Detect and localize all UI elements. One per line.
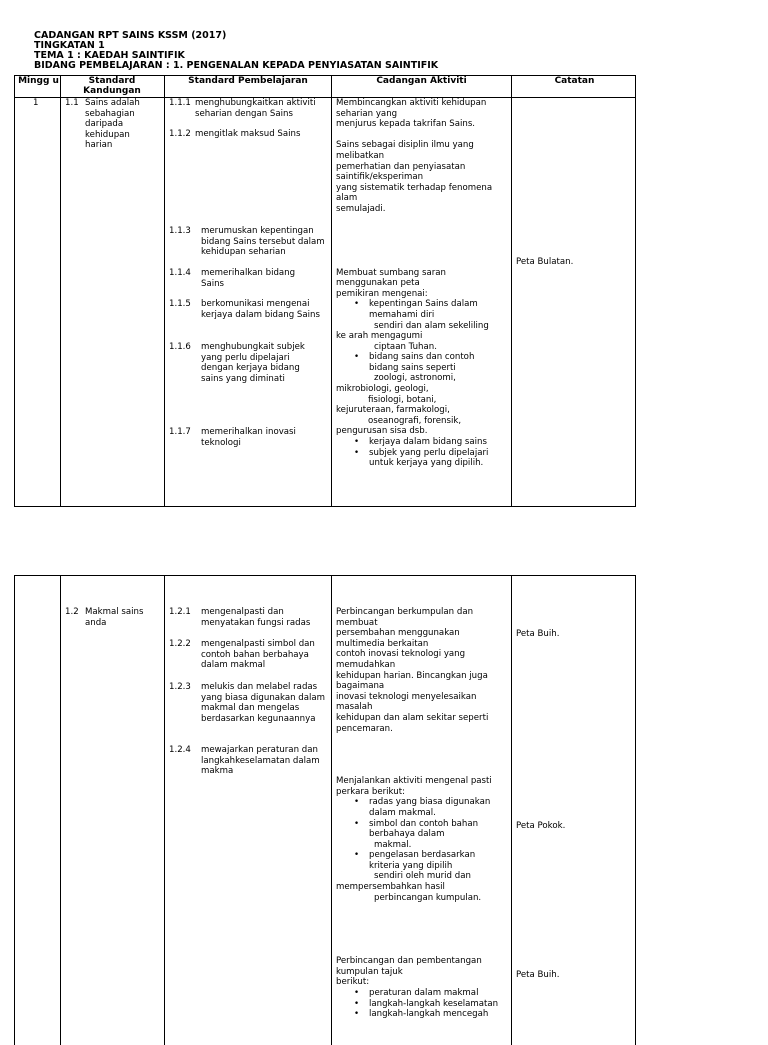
bullet-item: • langkah-langkah keselamatan: [336, 999, 511, 1010]
column-header-catatan: Catatan: [554, 76, 595, 86]
column-header-cadangan-aktiviti: Cadangan Aktiviti: [376, 76, 467, 86]
sk-text: Makmal sains anda: [85, 607, 144, 628]
column-header-minggu: Mingg u: [18, 76, 59, 86]
column-header-standard-pembelajaran: Standard Pembelajaran: [188, 76, 308, 86]
column-header-standard-kandungan: Standard Kandungan: [83, 76, 141, 96]
catatan-peta-buih-2: Peta Buih.: [516, 970, 560, 980]
bullet-item: • bidang sains dan contoh bidang sains seperti: [336, 352, 511, 373]
catatan-peta-bulatan: Peta Bulatan.: [516, 257, 574, 267]
sk-number: 1.1: [65, 98, 79, 108]
bullet-item: • pengelasan berdasarkan kriteria yang dipilih: [336, 850, 511, 871]
aktiviti-section-1-2: Perbincangan berkumpulan dan membuat persembahan menggunakan multimedia berkaitan contoh inovasi teknologi yang memudahkan kehidupan harian. Bincangkan juga bagaimana inovasi teknologi menyelesaikan masalah kehidupan dan alam sekitar seperti pencemaran. Menjalankan aktiviti mengenal pasti perkara berikut: • radas yang biasa digunakan dalam makmal. • simbol dan contoh bahan berbahaya dalam makmal. • pengelasan berdasarkan kriteria yang dipilih sendiri oleh murid dan mempersembahkan hasil perbincangan kumpulan. Perbincangan dan pembentangan kumpulan tajuk berikut: • peraturan dalam makmal • langkah-langkah keselamatan • langkah-langkah mencegah: [336, 607, 511, 1020]
sk-number: 1.2: [65, 607, 79, 617]
rpt-table-week-1: Mingg u Standard Kandungan Standard Pembelajaran Cadangan Aktiviti Catatan 1 1.1 Sains adalah sebahagian daripada kehidupan harian 1.1.1 menghubungkaitkan aktiviti seharian dengan Sains 1.1.2 mengitlak maksud Sains 1.1.3 merumuskan kepentingan bidang Sains tersebut dalam kehidupan seharian 1.1.4 memerihalkan bidang Sains 1.1.5 berkomunikasi mengenai kerjaya dalam bidang Sains 1.1.6 menghubungkait subjek yang perlu dipelajari dengan kerjaya bidang sains yang diminati 1.1.7 memerihalkan inovasi teknologi Membincangkan aktiviti kehidupan seharian yang menjurus kepada takrifan Sains. Sains sebagai disiplin ilmu yang melibatkan pemerhatian dan penyiasatan saintifik/eksperiman yang sistematik terhadap fenomena alam semulajadi. Membuat sumbang saran menggunakan peta pemikiran mengenai: • kepentingan Sains dalam memahami diri sendiri dan alam sekeliling ke arah mengagumi ciptaan Tuhan. • bidang sains dan contoh bidang sains seperti zoologi, astronomi, mikrobiologi, geologi, fisiologi, botani, kejuruteraan, farmakologi, oseanografi, forensik, pengurusan sisa dsb. • kerjaya dalam bidang sains • subjek yang perlu dipelajari untuk kerjaya yang dipilih. Peta Bulatan.: [14, 75, 636, 507]
rpt-table-section-1-2: 1.2 Makmal sains anda 1.2.1 mengenalpasti dan menyatakan fungsi radas 1.2.2 mengenalpasti simbol dan contoh bahan berbahaya dalam makmal 1.2.3 melukis dan melabel radas yang biasa digunakan dalam makmal dan mengelas berdasarkan kegunaannya 1.2.4 mewajarkan peraturan dan langkahkeselamatan dalam makma Perbincangan berkumpulan dan membuat persembahan menggunakan multimedia berkaitan contoh inovasi teknologi yang memudahkan kehidupan harian. Bincangkan juga bagaimana inovasi teknologi menyelesaikan masalah kehidupan dan alam sekitar seperti pencemaran. Menjalankan aktiviti mengenal pasti perkara berikut: • radas yang biasa digunakan dalam makmal. • simbol dan contoh bahan berbahaya dalam makmal. • pengelasan berdasarkan kriteria yang dipilih sendiri oleh murid dan mempersembahkan hasil perbincangan kumpulan. Perbincangan dan pembentangan kumpulan tajuk berikut: • peraturan dalam makmal • langkah-langkah keselamatan • langkah-langkah mencegah Peta Buih. Peta Pokok. Peta Buih.: [14, 575, 636, 1045]
bullet-item: • simbol dan contoh bahan berbahaya dalam: [336, 819, 511, 840]
bullet-item: • kerjaya dalam bidang sains: [336, 437, 511, 448]
bullet-item: • kepentingan Sains dalam memahami diri: [336, 299, 511, 320]
document-header: [34, 31, 438, 71]
bullet-item: • langkah-langkah mencegah: [336, 1009, 511, 1020]
bullet-item: • radas yang biasa digunakan dalam makmal.: [336, 797, 511, 818]
aktiviti-week-1: Membincangkan aktiviti kehidupan seharian yang menjurus kepada takrifan Sains. Sains sebagai disiplin ilmu yang melibatkan pemerhatian dan penyiasatan saintifik/eksperiman yang sistematik terhadap fenomena alam semulajadi. Membuat sumbang saran menggunakan peta pemikiran mengenai: • kepentingan Sains dalam memahami diri sendiri dan alam sekeliling ke arah mengagumi ciptaan Tuhan. • bidang sains dan contoh bidang sains seperti zoologi, astronomi, mikrobiologi, geologi, fisiologi, botani, kejuruteraan, farmakologi, oseanografi, forensik, pengurusan sisa dsb. • kerjaya dalam bidang sains • subjek yang perlu dipelajari untuk kerjaya yang dipilih.: [336, 98, 511, 469]
header-title: CADANGAN RPT SAINS KSSM (2017): [34, 30, 227, 41]
header-learning-area: BIDANG PEMBELAJARAN : 1. PENGENALAN KEPADA PENYIASATAN SAINTIFIK: [34, 60, 439, 71]
header-theme: TEMA 1 : KAEDAH SAINTIFIK: [34, 50, 185, 61]
bullet-item: • peraturan dalam makmal: [336, 988, 511, 999]
catatan-peta-pokok: Peta Pokok.: [516, 821, 566, 831]
bullet-item: • subjek yang perlu dipelajari untuk kerjaya yang dipilih.: [336, 448, 511, 469]
week-number: 1: [33, 98, 39, 108]
catatan-peta-buih: Peta Buih.: [516, 629, 560, 639]
sk-text: Sains adalah sebahagian daripada kehidupan harian: [85, 98, 140, 151]
header-form: TINGKATAN 1: [34, 40, 105, 51]
